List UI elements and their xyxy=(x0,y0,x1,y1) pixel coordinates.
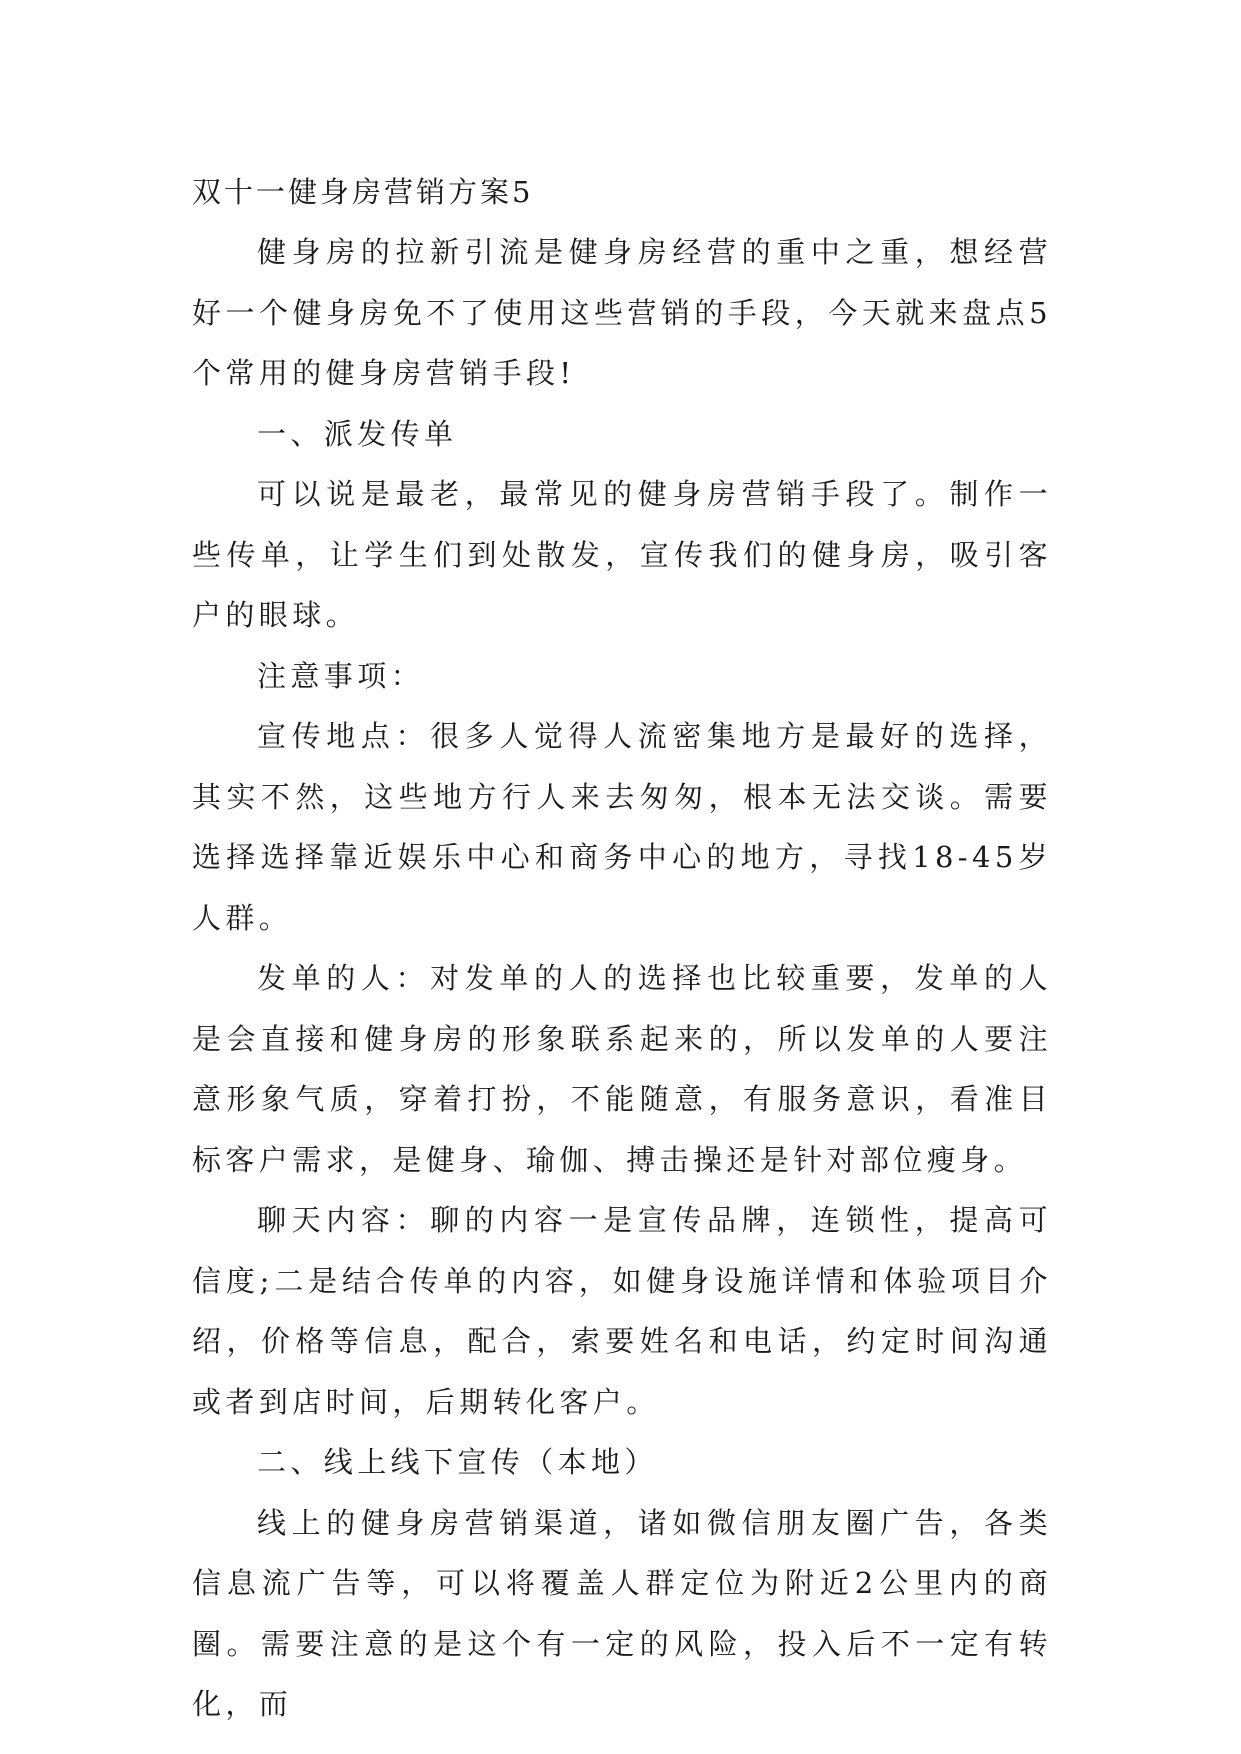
distributor-paragraph: 发单的人：对发单的人的选择也比较重要，发单的人是会直接和健身房的形象联系起来的，所以发单的人要注意形象气质，穿着打扮，不能随意，有服务意识，看准目标客户需求，是健身、瑜伽、搏击操还是针对部位瘦身。 xyxy=(192,961,1052,1177)
document-title: 双十一健身房营销方案5 xyxy=(192,175,534,209)
location-paragraph: 宣传地点：很多人觉得人流密集地方是最好的选择，其实不然，这些地方行人来去匆匆，根本无法交谈。需要选择选择靠近娱乐中心和商务中心的地方，寻找18-45岁人群。 xyxy=(192,719,1052,935)
intro-paragraph: 健身房的拉新引流是健身房经营的重中之重，想经营好一个健身房免不了使用这些营销的手段，今天就来盘点5个常用的健身房营销手段! xyxy=(192,235,1052,390)
notes-heading: 注意事项： xyxy=(257,658,425,693)
chat-content-paragraph: 聊天内容：聊的内容一是宣传品牌，连锁性，提高可信度;二是结合传单的内容，如健身设施详情和体验项目介绍，价格等信息，配合，索要姓名和电话，约定时间沟通或者到店时间，后期转化客户。 xyxy=(192,1203,1052,1419)
section-heading-flyers: 一、派发传单 xyxy=(257,416,458,451)
online-channels-paragraph: 线上的健身房营销渠道，诸如微信朋友圈广告，各类信息流广告等，可以将覆盖人群定位为附近2公里内的商圈。需要注意的是这个有一定的风险，投入后不一定有转化，而 xyxy=(192,1505,1052,1721)
section-heading-online-offline: 二、线上线下宣传（本地） xyxy=(257,1445,658,1479)
flyers-paragraph: 可以说是最老，最常见的健身房营销手段了。制作一些传单，让学生们到处散发，宣传我们的健身房，吸引客户的眼球。 xyxy=(192,477,1052,632)
document-body xyxy=(192,162,1052,1735)
